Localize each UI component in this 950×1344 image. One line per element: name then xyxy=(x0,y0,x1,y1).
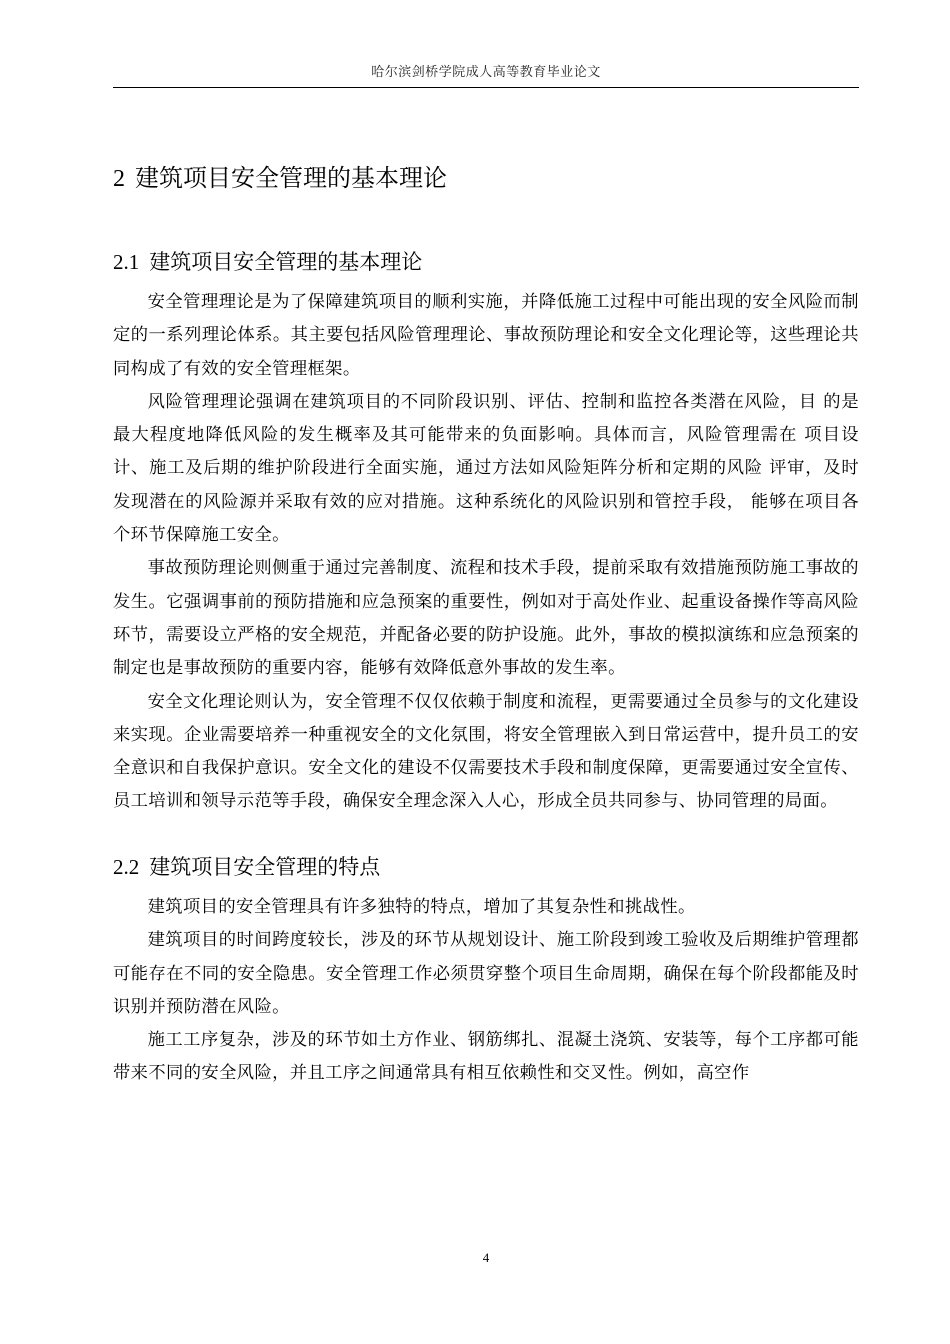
body-paragraph: 风险管理理论强调在建筑项目的不同阶段识别、评估、控制和监控各类潜在风险，目 的是最大程度地降低风险的发生概率及其可能带来的负面影响。具体而言，风险管理需在 项目设计、施工及后期的维护阶段进行全面实施，通过方法如风险矩阵分析和定期的风险 评审，及时发现潜在的风险源并采取有效的应对措施。这种系统化的风险识别和管控手段， 能够在项目各个环节保障施工安全。 xyxy=(113,391,859,546)
chapter-number: 2 xyxy=(113,166,125,192)
section-title-text: 建筑项目安全管理的基本理论 xyxy=(149,250,423,274)
chapter-title xyxy=(113,162,447,195)
body-paragraph: 事故预防理论则侧重于通过完善制度、流程和技术手段，提前采取有效措施预防施工事故的发生。它强调事前的预防措施和应急预案的重要性，例如对于高处作业、起重设备操作等高风险环节，需要设立严格的安全规范，并配备必要的防护设施。此外，事故的模拟演练和应急预案的制定也是事故预防的重要内容，能够有效降低意外事故的发生率。 xyxy=(113,558,859,679)
page-number: 4 xyxy=(482,1250,490,1265)
running-header: 哈尔滨剑桥学院成人高等教育毕业论文 xyxy=(371,65,601,80)
body-paragraph: 建筑项目的时间跨度较长，涉及的环节从规划设计、施工阶段到竣工验收及后期维护管理都可能存在不同的安全隐患。安全管理工作必须贯穿整个项目生命周期，确保在每个阶段都能及时识别并预防潜在风险。 xyxy=(113,930,859,1017)
body-paragraph: 施工工序复杂，涉及的环节如土方作业、钢筋绑扎、混凝土浇筑、安装等，每个工序都可能带来不同的安全风险，并且工序之间通常具有相互依赖性和交叉性。例如，高空作 xyxy=(113,1030,859,1084)
section-title-text: 建筑项目安全管理的特点 xyxy=(149,855,381,879)
section-2-1-body xyxy=(113,286,859,819)
section-heading-2-2 xyxy=(113,853,380,881)
chapter-title-text: 建筑项目安全管理的基本理论 xyxy=(135,164,447,192)
section-number: 2.2 xyxy=(113,855,140,879)
body-paragraph: 建筑项目的安全管理具有许多独特的特点，增加了其复杂性和挑战性。 xyxy=(147,897,696,917)
section-number: 2.1 xyxy=(113,250,140,274)
body-paragraph: 安全文化理论则认为，安全管理不仅仅依赖于制度和流程，更需要通过全员参与的文化建设来实现。企业需要培养一种重视安全的文化氛围，将安全管理嵌入到日常运营中，提升员工的安全意识和自我保护意识。安全文化的建设不仅需要技术手段和制度保障，更需要通过安全宣传、员工培训和领导示范等手段，确保安全理念深入人心，形成全员共同参与、协同管理的局面。 xyxy=(113,691,859,812)
body-paragraph: 安全管理理论是为了保障建筑项目的顺利实施，并降低施工过程中可能出现的安全风险而制定的一系列理论体系。其主要包括风险管理理论、事故预防理论和安全文化理论等，这些理论共同构成了有效的安全管理框架。 xyxy=(113,292,859,379)
header-divider xyxy=(113,87,859,88)
section-2-2-body xyxy=(113,891,859,1091)
section-heading-2-1 xyxy=(113,248,422,276)
